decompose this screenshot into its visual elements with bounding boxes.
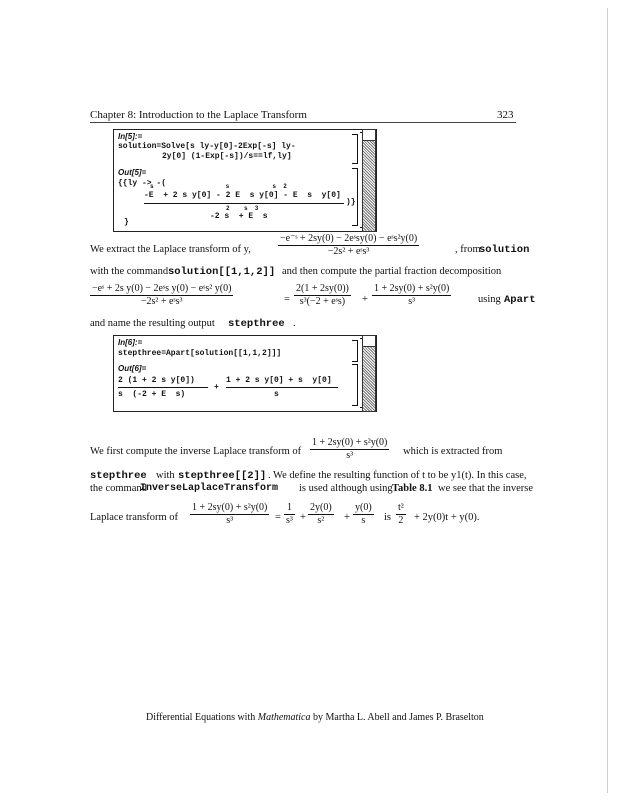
output-denominator: s	[274, 390, 279, 399]
fraction-denominator: s³	[408, 296, 416, 307]
eq2-fraction	[284, 502, 295, 527]
vertical-scrollbar[interactable]	[362, 129, 376, 232]
output-numerator: -E + 2 s y[0] - 2 E s y[0] - E s y[0]	[144, 191, 341, 200]
inline-code: solution[[1,1,2]]	[168, 266, 276, 278]
inline-code: InverseLaplaceTransform	[140, 483, 279, 494]
cell-bracket[interactable]	[352, 168, 358, 226]
eq2-fraction	[396, 502, 406, 527]
output-line: {{ly -> -(	[118, 179, 167, 188]
output-fraction-bar	[144, 203, 344, 204]
output-denominator: -2 s + E s	[210, 212, 268, 221]
cell-bracket[interactable]	[352, 340, 358, 362]
fraction-numerator: t²	[398, 502, 404, 513]
table-reference: Table 8.1	[392, 483, 433, 494]
fraction-numerator: y(0)	[355, 502, 372, 513]
paragraph-text: and then compute the partial fraction decomposition	[282, 266, 502, 277]
input-label: In[6]:=	[118, 338, 143, 347]
paragraph-text: with the command	[90, 266, 169, 277]
eq2-fraction	[190, 502, 269, 527]
output-label: Out[6]=	[118, 364, 147, 373]
scroll-up-icon[interactable]	[363, 336, 375, 347]
inline-code: solution	[479, 244, 530, 256]
inline-code: stepthree	[90, 470, 147, 482]
fraction-numerator: −e⁻ˢ + 2sy(0) − 2eˢsy(0) − eˢs²y(0)	[280, 233, 418, 244]
paragraph-text: with	[156, 470, 175, 481]
paragraph-text: Laplace transform of	[90, 512, 179, 523]
vertical-scrollbar[interactable]	[362, 335, 376, 412]
output-numerator: 2 (1 + 2 s y[0])	[118, 376, 195, 385]
paragraph-text: .	[293, 318, 296, 329]
plus-sign: +	[300, 512, 306, 523]
paragraph-text: and name the resulting output	[90, 318, 215, 329]
output-label: Out[5]=	[118, 168, 147, 177]
plus-sign: +	[344, 512, 350, 523]
fraction-denominator: −2s² + eˢs³	[140, 296, 183, 307]
equals-sign: =	[275, 512, 281, 523]
scroll-up-icon[interactable]	[363, 130, 375, 141]
inline-code: Apart	[504, 294, 536, 306]
equals-sign: =	[284, 294, 290, 305]
equation-mid-fraction	[294, 283, 351, 308]
fraction-denominator: s³	[286, 515, 293, 526]
paragraph-text: the command	[90, 483, 147, 494]
eq2-fraction	[308, 502, 334, 527]
fraction-numerator: 1 + 2sy(0) + s²y(0)	[374, 283, 450, 294]
fraction-numerator: 2y(0)	[310, 502, 332, 513]
notebook-cell-5[interactable]	[113, 129, 377, 232]
paragraph-text: is used although using	[299, 483, 393, 494]
paragraph-text: . We define the resulting function of t to be y1(t). In this case,	[268, 470, 527, 481]
footer-suffix: by Martha L. Abell and James P. Braselton	[313, 712, 484, 723]
fraction-numerator: 1 + 2sy(0) + s²y(0)	[312, 437, 388, 448]
fraction-denominator: −2s² + eˢs³	[327, 246, 370, 257]
paragraph-text: We first compute the inverse Laplace transform of	[90, 446, 302, 457]
inline-code: stepthree	[228, 318, 285, 330]
output-denominator: s (-2 + E s)	[118, 390, 186, 399]
output-den-superscripts: 2 s 3	[226, 205, 259, 212]
output-fraction-bar	[118, 387, 208, 388]
output-numerator: 1 + 2 s y[0] + s y[0]	[226, 376, 332, 385]
eq2-fraction	[353, 502, 374, 527]
notebook-cell-6[interactable]	[113, 335, 377, 412]
fraction-numerator: 1	[284, 502, 295, 515]
paragraph-text: using	[478, 294, 501, 305]
fraction-denominator: s²	[317, 515, 325, 526]
fraction-numerator: −eˢ + 2s y(0) − 2eˢs y(0) − eˢs² y(0)	[92, 283, 232, 294]
input-code-line[interactable]: 2y[0] (1-Exp[-s])/s==lf,ly]	[162, 152, 292, 161]
paragraph-text: is	[384, 512, 392, 523]
inline-code: stepthree[[2]]	[178, 470, 267, 482]
page-number: 323	[497, 109, 514, 121]
output-superscripts: s s s 2	[150, 183, 287, 190]
equation-lhs-fraction	[90, 283, 233, 308]
input-label: In[5]:=	[118, 132, 143, 141]
fraction-denominator: s³	[226, 515, 234, 526]
paragraph-text: we see that the inverse	[438, 483, 534, 494]
paragraph-text: which is extracted from	[403, 446, 503, 457]
cell-bracket[interactable]	[352, 364, 358, 406]
chapter-title: Chapter 8: Introduction to the Laplace Transform	[90, 109, 307, 121]
fraction-numerator: 2(1 + 2sy(0))	[296, 283, 349, 294]
output-fraction-bar	[226, 387, 338, 388]
paragraph-text: + 2y(0)t + y(0).	[414, 512, 480, 523]
header-rule	[90, 122, 516, 123]
paragraph-text: We extract the Laplace transform of y,	[90, 244, 251, 255]
footer	[146, 712, 484, 724]
fraction-numerator: 1 + 2sy(0) + s²y(0)	[192, 502, 268, 513]
page-edge-rule	[607, 8, 608, 793]
output-plus: +	[214, 383, 219, 392]
output-close: )}	[346, 198, 356, 207]
paragraph-text: , from	[455, 244, 481, 255]
laplace-fraction	[278, 233, 419, 258]
input-code-line[interactable]: stepthree=Apart[solution[[1,1,2]]]	[118, 349, 282, 358]
fraction-denominator: s	[361, 515, 366, 526]
equation-rhs-fraction	[372, 283, 451, 308]
output-end: }	[124, 218, 129, 227]
fraction-denominator: s³	[346, 450, 354, 461]
fraction-denominator: 2	[398, 515, 404, 526]
footer-prefix: Differential Equations with	[146, 712, 256, 723]
cell-bracket[interactable]	[352, 134, 358, 164]
inverse-fraction	[310, 437, 389, 462]
footer-software: Mathematica	[257, 712, 311, 723]
fraction-denominator: s³(−2 + eˢs)	[299, 296, 346, 307]
input-code-line[interactable]: solution=Solve[s ly-y[0]-2Exp[-s] ly-	[118, 142, 296, 151]
plus-sign: +	[362, 294, 368, 305]
